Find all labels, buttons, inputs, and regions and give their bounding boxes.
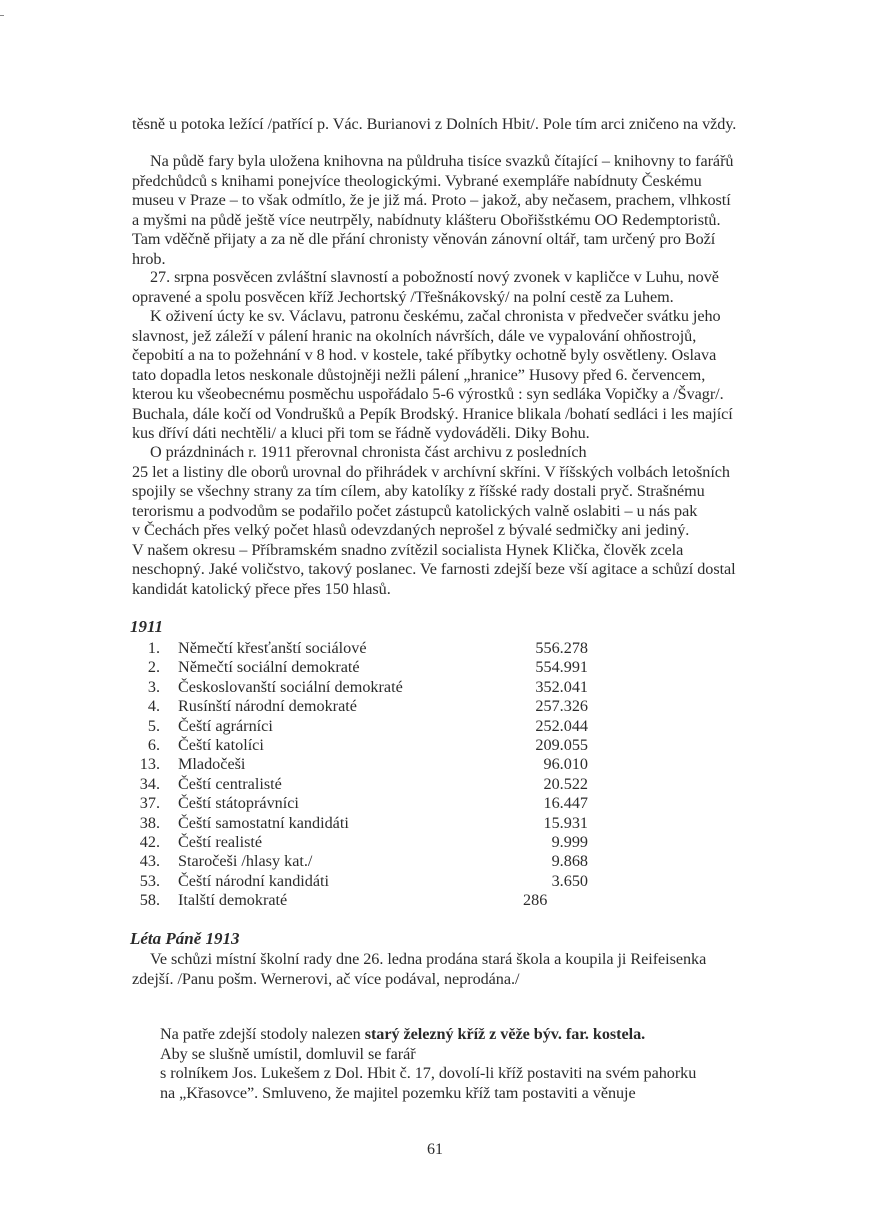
text-bold-highlight: starý železný kříž z věže býv. far. kostela. [364,1025,646,1043]
page-number: 61 [427,1141,443,1158]
text-line: spojily se všechny strany za tím cílem, aby katolíky z říšské rady dostali pryč. Strašnému [132,482,705,500]
party-name: Mladočeši [178,755,246,774]
paragraph-archive-elections [132,443,832,599]
text-line: K oživení úcty ke sv. Václavu, patronu českému, začal chronista v předvečer svátku jeho [150,307,721,325]
text-line: Aby se slušně umístil, domluvil se farář [160,1044,416,1063]
scan-mark [0,15,4,16]
text-line: Ve schůzi místní školní rady dne 26. ledna prodána stará škola a koupila ji Reifeisenka [150,950,707,968]
vote-count: 9.868 [551,852,588,871]
vote-count: 15.931 [543,813,588,832]
party-name: Čeští samostatní kandidáti [178,813,349,832]
rank: 2. [147,658,160,677]
rank: 37. [139,794,160,813]
text-line: a myšmi na půdě ještě více neutrpěly, nabídnuty klášteru Obořišstkému OO Redemptoristů. [132,210,721,229]
party-name: Českoslovanští sociální demokraté [178,677,403,696]
paragraph-field-destroyed [132,115,832,135]
table-row [130,775,630,794]
party-name: Staročeši /hlasy kat./ [178,852,313,871]
vote-count: 16.447 [543,794,588,813]
vote-count: 252.044 [535,716,588,735]
vote-count: 9.999 [551,832,588,851]
text-line: s rolníkem Jos. Lukešem z Dol. Hbit č. 17, dovolí-li kříž postaviti na svém pahorku [160,1064,697,1082]
text-line: hrob. [132,249,166,268]
rank: 13. [139,755,160,774]
text-line: O prázdninách r. 1911 přerovnal chronista část archivu z posledních [150,443,587,461]
paragraph-bell [132,268,832,307]
table-row [130,755,630,774]
text-line [160,1025,860,1045]
party-name: Němečtí křesťanští sociálové [178,639,367,657]
table-row [130,678,630,697]
text-line: v Čechách přes velký počet hlasů odevzdaných neprošel z bývalé sedmičky ani jediný. [132,521,690,539]
party-name: Čeští národní kandidáti [178,871,330,890]
vote-count: 3.650 [551,871,588,890]
table-row [130,833,630,852]
text-line: tato dopadla letos neskonale důstojněji nežli pálení „hranice” Husovy před 6. červencem, [132,365,706,384]
rank: 42. [139,832,160,851]
vote-count: 556.278 [535,639,588,657]
text-line: 25 let a listiny dle oborů urovnal do přihrádek v archívní skříni. V říšských volbách letošních [132,462,730,481]
vote-count: 96.010 [543,755,588,774]
table-row [130,658,630,677]
vote-count: 20.522 [543,774,588,793]
text-line: Tam vděčně přijaty a za ně dle přání chronisty věnován zánovní oltář, tam určený pro Boží [132,230,716,248]
table-row [130,736,630,755]
text-line: čepobití a na to požehnání v 8 hod. v kostele, také příbytky ochotně byly osvětleny. Oslava [132,346,717,364]
text-line: těsně u potoka ležící /patřící p. Vác. Burianovi z Dolních Hbit/. Pole tím arci zničeno na vždy. [132,115,737,133]
text-line: na „Křasovce”. Smluveno, že majitel pozemku kříž tam postaviti a věnuje [160,1083,636,1102]
rank: 58. [139,891,160,910]
text-line: zdejší. /Panu pošm. Wernerovi, ač více podával, neprodána./ [132,969,520,988]
text-line: opravené a spolu posvěcen kříž Jechortský /Třešnákovský/ na polní cestě za Luhem. [132,287,674,306]
text-line: Na půdě fary byla uložena knihovna na půldruha tisíce svazků čítající – knihovny to farářů [150,152,734,170]
rank: 3. [147,677,160,696]
vote-count: 554.991 [535,658,588,677]
party-name: Italští demokraté [178,891,288,910]
text-line: 27. srpna posvěcen zvláštní slavností a pobožností nový zvonek v kapličce v Luhu, nově [150,268,719,286]
paragraph-school-sale [132,950,832,989]
text-line: slavnost, jež záleží v pálení hranic na okolních návrších, dále ve vypalování ohňostrojů, [132,326,697,345]
rank: 38. [139,813,160,832]
text-line: Buchala, dále kočí od Vondrušků a Pepík Brodský. Hranice blikala /bohatí sedláci i les mající [132,404,733,423]
vote-count: 209.055 [535,735,588,754]
section-heading-1913: Léta Páně 1913 [130,929,240,948]
section-heading-1911: 1911 [130,617,164,636]
rank: 4. [147,697,160,716]
text-plain: Na patře zdejší stodoly nalezen [160,1025,365,1043]
text-line: V našem okresu – Příbramském snadno zvítězil socialista Hynek Klička, člověk zcela [132,540,684,559]
text-line: kus dříví dáti nechtěli/ a kluci při tom se řádně vydováděli. Diky Bohu. [132,424,590,442]
rank: 34. [139,774,160,793]
rank: 43. [139,852,160,871]
party-name: Čeští katolíci [178,735,264,754]
rank: 6. [147,735,160,754]
party-name: Čeští realisté [178,832,263,851]
table-row [130,717,630,736]
text-line: kandidát katolický přece přes 150 hlasů. [132,579,391,598]
table-row [130,697,630,716]
rank: 53. [139,871,160,890]
rank: 5. [147,716,160,735]
table-row [130,794,630,813]
election-results-table [130,639,630,910]
paragraph-iron-cross [160,1025,860,1103]
party-name: Čeští agrárníci [178,716,273,735]
rank: 1. [147,639,160,657]
table-row [130,814,630,833]
vote-count: 257.326 [535,697,588,716]
party-name: Rusínští národní demokraté [178,697,357,716]
party-name: Němečtí sociální demokraté [178,658,360,677]
text-line: předchůdců s knihami ponejvíce theologickými. Vybrané exempláře nabídnuty Českému [132,171,702,190]
text-line: museu v Praze – to však odmítlo, že je již má. Proto – jakož, aby nečasem, prachem, vlhkostí [132,191,731,209]
party-name: Čeští centralisté [178,774,282,793]
vote-count: 286 [523,891,548,910]
table-row [130,891,630,910]
text-line: kterou ku všeobecnému posměchu uspořádalo 5-6 výrostků : syn sedláka Vopičky a /Švagr/. [132,385,724,403]
vote-count: 352.041 [535,677,588,696]
paragraph-wenceslas [132,307,832,444]
text-line: terorismu a podvodům se podařilo počet zástupců katolických valně oslabiti – u nás pak [132,501,698,520]
text-line: neschopný. Jaké voličstvo, takový poslanec. Ve farnosti zdejší beze vší agitace a schůzí dostal [132,560,736,578]
party-name: Čeští státoprávníci [178,794,299,813]
table-row [130,852,630,871]
table-row [130,639,630,658]
table-row [130,872,630,891]
paragraph-library [132,152,832,269]
